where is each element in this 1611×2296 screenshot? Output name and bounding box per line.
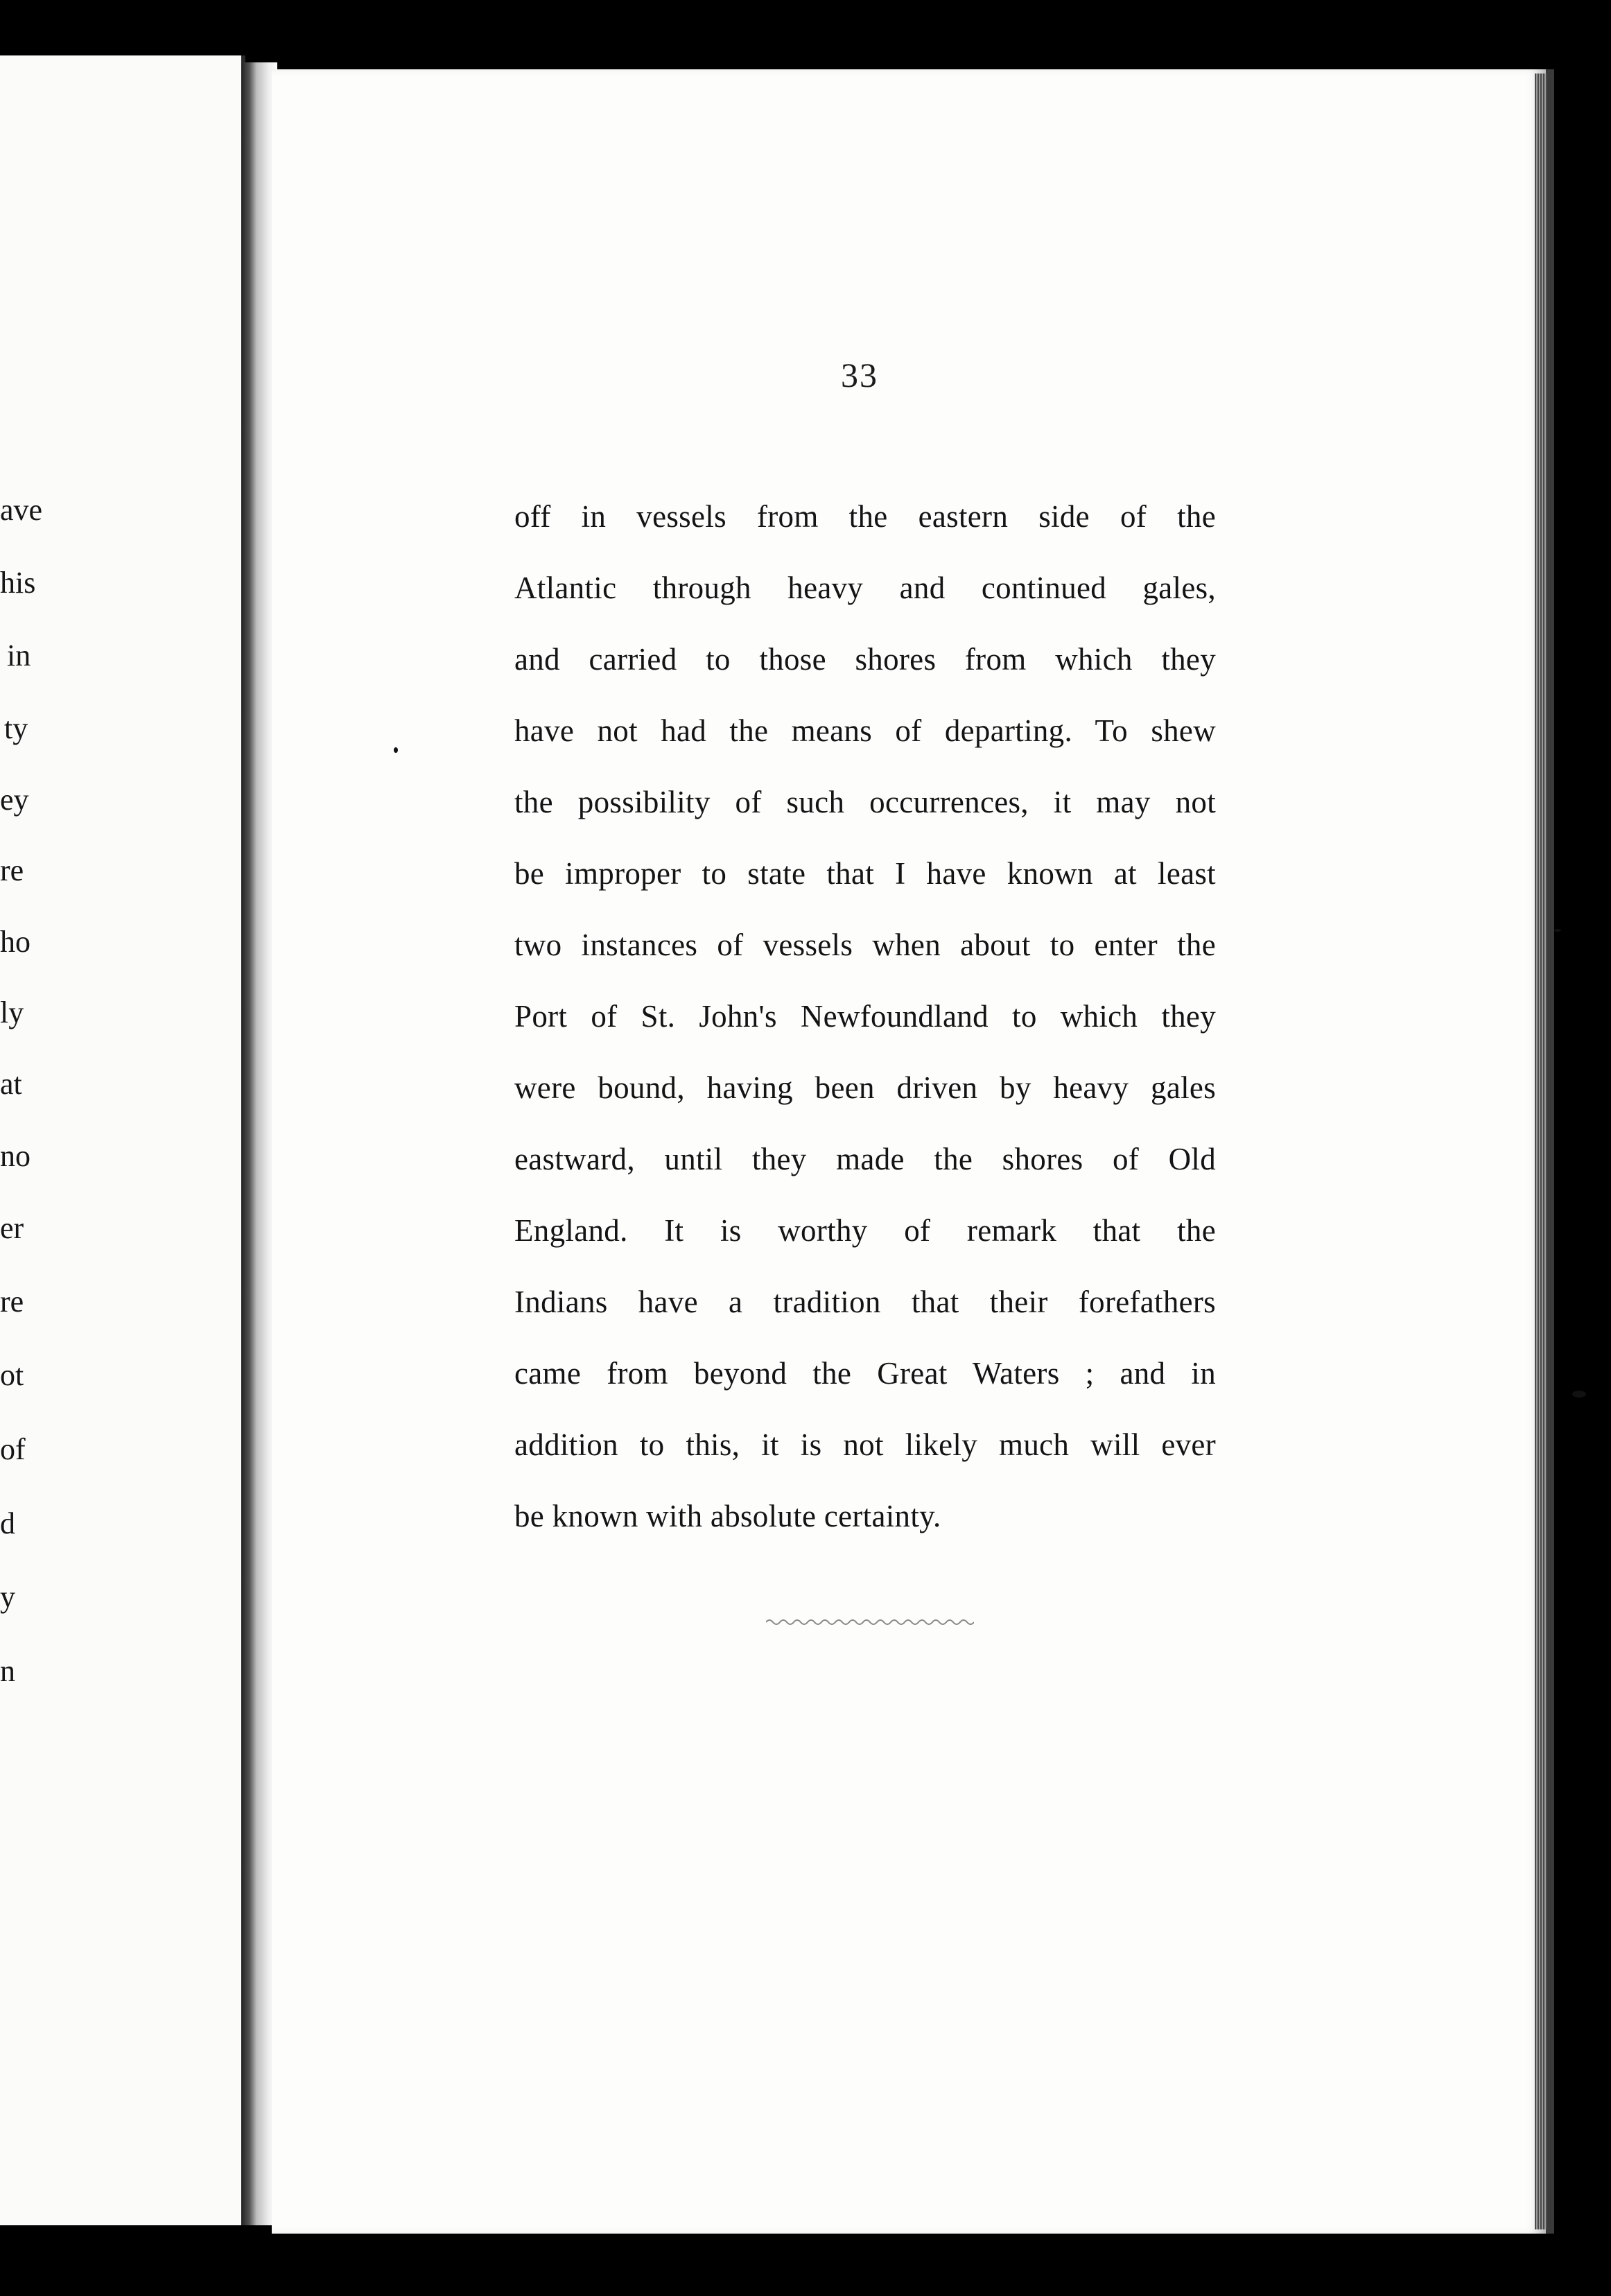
text-line: came from beyond the Great Waters ; and in (514, 1356, 1216, 1391)
scan-speck (1572, 1391, 1586, 1398)
left-page-fragment: ty (4, 711, 28, 745)
left-page-fragment: re (0, 853, 24, 887)
text-line: the possibility of such occurrences, it may not (514, 785, 1216, 819)
text-line: Indians have a tradition that their forefathers (514, 1285, 1216, 1319)
page-edge (1535, 73, 1547, 2229)
page-number: 33 (841, 356, 878, 394)
text-line: were bound, having been driven by heavy gales (514, 1070, 1216, 1105)
left-page-fragment: ho (0, 925, 31, 959)
text-line: be improper to state that I have known at least (514, 856, 1216, 891)
text-line: addition to this, it is not likely much will ever (514, 1427, 1216, 1462)
scan-speck (1554, 929, 1561, 932)
left-page-fragment: d (0, 1506, 15, 1540)
body-text (514, 494, 1216, 1565)
text-line: Port of St. John's Newfoundland to which they (514, 999, 1216, 1034)
text-line: and carried to those shores from which they (514, 642, 1216, 677)
left-page-fragment: his (0, 566, 36, 600)
left-page (0, 55, 245, 2225)
left-page-fragment: er (0, 1211, 24, 1245)
ornamental-rule (766, 1615, 974, 1629)
text-line: England. It is worthy of remark that the (514, 1213, 1216, 1248)
scan-speck (394, 747, 398, 753)
left-page-fragment: ly (0, 995, 24, 1029)
left-page-fragment: at (0, 1067, 22, 1101)
text-line: be known with absolute certainty. (514, 1499, 941, 1533)
text-line: have not had the means of departing. To shew (514, 713, 1216, 748)
left-page-fragment: re (0, 1285, 24, 1319)
left-page-fragment: ave (0, 493, 43, 527)
text-line: eastward, until they made the shores of Old (514, 1142, 1216, 1176)
left-page-fragment: n (0, 1654, 15, 1688)
left-page-fragment: ot (0, 1358, 24, 1392)
left-page-fragment: y (0, 1580, 15, 1614)
left-page-fragment: in (7, 638, 31, 672)
left-page-fragment: no (0, 1139, 31, 1173)
text-line: off in vessels from the eastern side of the (514, 499, 1216, 534)
left-page-fragment: of (0, 1432, 26, 1466)
text-line: Atlantic through heavy and continued gales, (514, 571, 1216, 605)
left-page-fragment: ey (0, 783, 29, 817)
text-line: two instances of vessels when about to enter the (514, 928, 1216, 962)
